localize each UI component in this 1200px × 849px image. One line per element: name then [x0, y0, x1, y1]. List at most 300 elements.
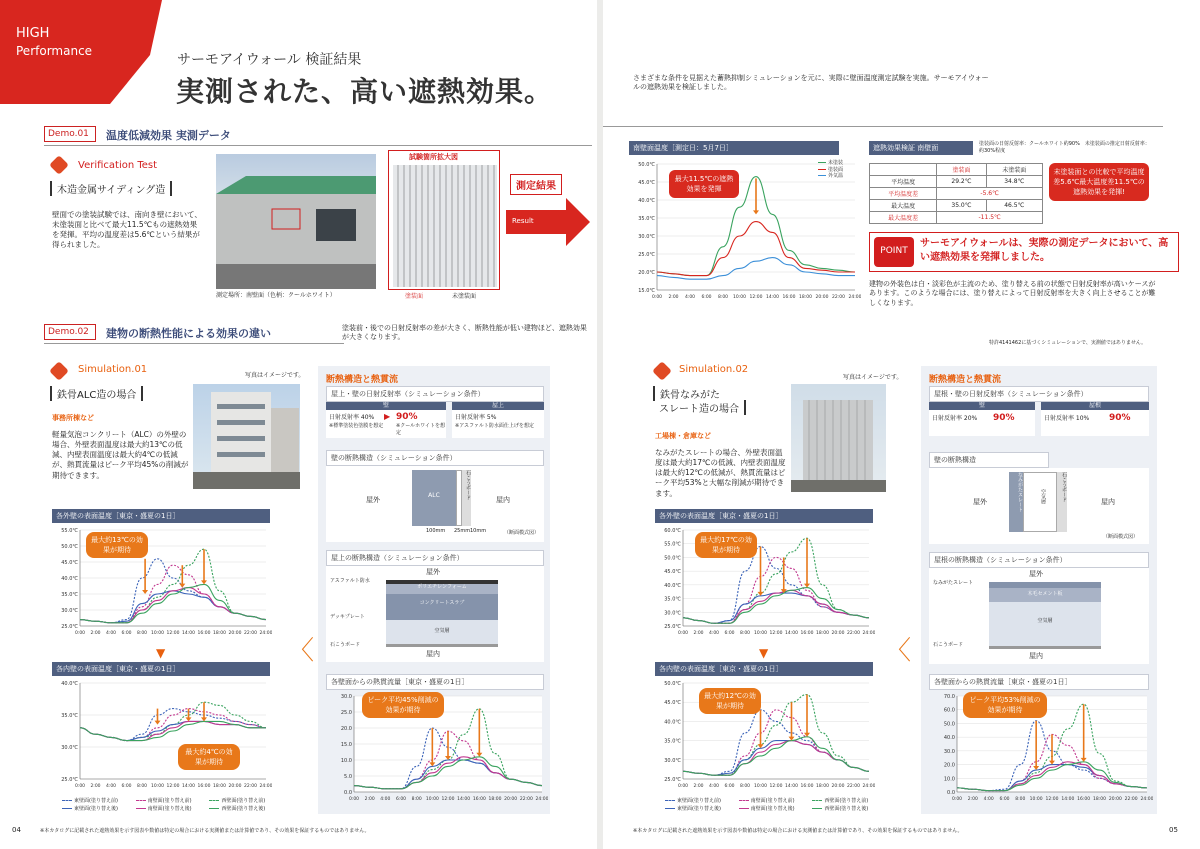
y-tick-label: 25.0℃: [61, 777, 78, 783]
dim-1: 100mm: [426, 528, 446, 534]
x-tick-label: 16:00: [782, 295, 796, 300]
x-tick-label: 8:00: [411, 797, 422, 802]
x-tick-label: 4:00: [983, 797, 994, 802]
x-tick-label: 4:00: [708, 784, 720, 789]
y-tick-label: 20.0℃: [638, 270, 655, 276]
x-tick-label: 22:00: [832, 295, 845, 300]
diagram-unit: （断面模式図）: [504, 530, 540, 536]
roof-reflect-a: 日射反射率 5%: [455, 414, 497, 421]
cement-board-layer: 木毛セメント板: [989, 588, 1101, 602]
legend-item: 西壁面(塗り替え後): [812, 806, 885, 813]
x-tick-label: 18:00: [488, 797, 502, 802]
x-tick-label: 14:00: [457, 797, 471, 802]
y-tick-label: 25.0℃: [664, 624, 681, 630]
x-tick-label: 2:00: [364, 797, 375, 802]
x-tick-label: 16:00: [800, 631, 814, 636]
roof-outside-2: 屋外: [1029, 570, 1043, 578]
table-row: [870, 212, 1043, 224]
label-asphalt: アスファルト防水: [330, 578, 370, 584]
wall-struct-diagram-2: [929, 468, 1149, 544]
x-tick-label: 0:00: [74, 784, 86, 789]
table-header-cell: 未塗装面: [986, 164, 1042, 176]
y-tick-label: 40.0℃: [664, 719, 681, 726]
roof-struct-diagram: [326, 566, 544, 662]
down-arrow-icon: ▼: [156, 646, 166, 660]
patent-note: 特許4141462に基づくシミュレーションで、実測値ではありません。: [989, 340, 1147, 346]
x-tick-label: 10:00: [754, 784, 767, 789]
x-tick-label: 16:00: [800, 784, 814, 789]
y-tick-label: 60.0: [943, 707, 955, 714]
south-wall-chart-title: 南壁面温度［測定日：5月7日］: [629, 141, 839, 155]
x-tick-label: 12:00: [441, 797, 455, 802]
hexagon-icon: [49, 361, 69, 381]
insulation-panel: [318, 366, 550, 814]
roof-reflect-box: [452, 402, 544, 438]
table-cell: 平均温度差: [870, 188, 937, 200]
dim-3: 10mm: [470, 528, 487, 534]
demo1-label: Demo.01: [44, 126, 96, 142]
chart5-callout: 最大約12℃の効果が期待: [699, 688, 761, 714]
y-tick-label: 50.0: [943, 721, 955, 728]
table-cell: 46.5℃: [986, 200, 1042, 212]
x-tick-label: 4:00: [105, 631, 117, 636]
y-tick-label: 0.0: [344, 790, 352, 796]
building-photo: [216, 154, 376, 289]
page-number-2: 05: [1169, 826, 1178, 834]
sim2-body: なみがたスレートの場合、外壁表面温度は最大約17℃の低減、内壁表面温度は最大約12℃の低減が、熱貫流量はピーク平均53%と大幅な削減が期待できます。: [655, 448, 786, 498]
x-tick-label: 0:00: [348, 797, 360, 802]
wall-inside-2: 屋内: [1101, 498, 1115, 506]
x-tick-label: 8:00: [1015, 797, 1026, 802]
chart5-title: 各内壁の表面温度［東京・盛夏の1日］: [655, 662, 873, 676]
x-tick-label: 10:00: [151, 784, 164, 789]
x-tick-label: 12:00: [769, 784, 783, 789]
x-tick-label: 12:00: [1045, 797, 1059, 802]
label-board-2: 石こうボード: [933, 642, 964, 648]
roof-board-layer-2: [989, 646, 1101, 649]
y-tick-label: 45.0℃: [638, 180, 655, 186]
reflect-header: 屋上・壁の日射反射率（シミュレーション条件）: [326, 386, 544, 402]
x-tick-label: 20:00: [228, 631, 242, 636]
y-tick-label: 30.0: [943, 748, 955, 755]
table-title: 遮熱効果検証 南壁面: [869, 141, 973, 155]
y-tick-label: 20.0: [943, 762, 955, 769]
chart-legend: [62, 798, 282, 812]
x-tick-label: 22:00: [244, 784, 257, 789]
legend-item: 南壁面(塗り替え前): [739, 798, 812, 805]
y-tick-label: 25.0℃: [61, 624, 78, 630]
use-label: 事務所棟など: [52, 414, 94, 422]
legend-item: 東壁面(塗り替え前): [665, 798, 738, 805]
x-tick-label: 6:00: [121, 631, 132, 636]
heatflow-header-2: 各壁面からの熱貫流量［東京・盛夏の1日］: [929, 674, 1149, 690]
sim1-body: 軽量気泡コンクリート（ALC）の外壁の場合、外壁表面温度は最大約13℃の低減、内壁表面温度は最大約4℃の低減が、熱貫流量はピーク平均45%の削減が期待できます。: [52, 430, 189, 480]
x-tick-label: 4:00: [684, 295, 696, 300]
y-tick-label: 35.0℃: [664, 738, 681, 745]
badge-line2: Performance: [16, 44, 93, 58]
x-tick-label: 24:00: [848, 295, 861, 300]
badge-line1: HIGH: [16, 26, 50, 41]
x-tick-label: 4:00: [105, 784, 117, 789]
x-tick-label: 14:00: [1061, 797, 1075, 802]
y-tick-label: 35.0℃: [664, 596, 681, 603]
y-tick-label: 20.0: [340, 726, 352, 732]
x-tick-label: 14:00: [766, 295, 779, 300]
table-cell: 平均温度: [870, 176, 937, 188]
y-tick-label: 70.0: [943, 694, 955, 700]
building-type-line2: スレート造の場合: [659, 400, 746, 415]
x-tick-label: 10:00: [425, 797, 439, 802]
board-layer: 石こうボード: [462, 470, 471, 526]
roof-reflect-b-2: 90%: [1109, 413, 1131, 423]
x-tick-label: 8:00: [739, 631, 751, 636]
x-tick-label: 14:00: [785, 784, 798, 789]
x-tick-label: 20:00: [504, 797, 518, 802]
chart4-title: 各外壁の表面温度［東京・盛夏の1日］: [655, 509, 873, 523]
y-tick-label: 30.0℃: [61, 608, 78, 614]
legend-item: 塗装面: [818, 167, 843, 174]
slab-layer: コンクリートスラブ: [386, 594, 498, 620]
result-text: Result: [512, 217, 534, 225]
heatflow-callout: ピーク平均45%削減の効果が期待: [362, 692, 444, 718]
legend-item: 東壁面(塗り替え前): [62, 798, 135, 805]
wall-head: 壁: [326, 402, 446, 410]
x-tick-label: 0:00: [951, 797, 963, 802]
wall-inside: 屋内: [496, 496, 510, 504]
x-tick-label: 18:00: [799, 295, 812, 300]
building-type-line1: 鉄骨なみがた: [653, 386, 720, 401]
label-slate: なみがたスレート: [933, 580, 974, 586]
roof-reflect-box-2: [1041, 402, 1149, 436]
x-tick-label: 18:00: [213, 631, 226, 636]
hexagon-icon: [652, 361, 672, 381]
wall-struct-header: 壁の断熱構造（シミュレーション条件）: [326, 450, 544, 466]
south-wall-callout: 最大11.5℃の遮熱効果を発揮: [669, 170, 739, 198]
table-cell: 34.8℃: [986, 176, 1042, 188]
right-page: [603, 0, 1200, 849]
heatflow-header: 各壁面からの熱貫流量［東京・盛夏の1日］: [326, 674, 544, 690]
y-tick-label: 25.0℃: [664, 777, 681, 783]
intro-text: さまざまな条件を見据えた蓄熱抑制シミュレーションを元に、実際に壁面温度測定試験を実施。サーモアイウォールの遮熱効果を検証しました。: [633, 74, 989, 92]
dim-2: 25mm: [454, 528, 471, 534]
pe-layer: ポリエチレンフォーム: [386, 584, 498, 594]
y-tick-label: 15.0℃: [638, 288, 655, 294]
x-tick-label: 20:00: [831, 631, 845, 636]
roof-outside: 屋外: [426, 568, 440, 576]
table-row: [870, 176, 1043, 188]
x-tick-label: 10:00: [1029, 797, 1043, 802]
y-tick-label: 45.0℃: [664, 569, 681, 576]
y-tick-label: 35.0℃: [638, 216, 655, 222]
table-callout: 未塗装面との比較で平均温度差5.6℃最大温度差11.5℃の遮熱効果を発揮!: [1049, 163, 1149, 201]
use-label-2: 工場棟・倉庫など: [655, 432, 711, 440]
wall-head-2: 壁: [929, 402, 1035, 410]
table-header-row: [870, 164, 1043, 176]
x-tick-label: 6:00: [701, 295, 712, 300]
x-tick-label: 8:00: [717, 295, 729, 300]
photo-caption: 測定場所：南壁面（色柄：クールホワイト）: [216, 292, 336, 299]
down-arrow-icon: ▼: [759, 646, 769, 660]
wall-outside: 屋外: [366, 496, 380, 504]
hexagon-icon: [49, 155, 69, 175]
zoom-title: 試験箇所拡大図: [409, 153, 458, 161]
x-tick-label: 0:00: [74, 631, 86, 636]
x-tick-label: 14:00: [182, 631, 195, 636]
table-row: [870, 200, 1043, 212]
x-tick-label: 6:00: [121, 784, 132, 789]
demo2-label: Demo.02: [44, 324, 96, 340]
x-tick-label: 22:00: [244, 631, 257, 636]
alc-building-photo: [193, 384, 300, 489]
y-tick-label: 50.0℃: [664, 681, 681, 687]
y-tick-label: 35.0℃: [61, 592, 78, 598]
chart1-callout: 最大約13℃の効果が期待: [86, 532, 148, 558]
legend-item: 南壁面(塗り替え後): [739, 806, 812, 813]
x-tick-label: 2:00: [90, 784, 101, 789]
x-tick-label: 18:00: [816, 784, 829, 789]
chart4-callout: 最大約17℃の効果が期待: [695, 532, 757, 558]
x-tick-label: 20:00: [815, 295, 829, 300]
table-cell: -11.5℃: [937, 212, 1043, 224]
image-note: 写真はイメージです。: [245, 372, 305, 379]
x-tick-label: 10:00: [733, 295, 746, 300]
roof-inside-2: 屋内: [1029, 652, 1043, 660]
image-note-2: 写真はイメージです。: [843, 374, 903, 381]
insulation-panel-2: [921, 366, 1157, 814]
chart-outer-temp-slate: [655, 522, 875, 642]
x-tick-label: 22:00: [847, 784, 860, 789]
x-tick-label: 6:00: [724, 784, 735, 789]
result-arrow-icon: [506, 198, 592, 252]
chevron-left-icon[interactable]: 〈: [885, 636, 912, 666]
x-tick-label: 10:00: [754, 631, 767, 636]
x-tick-label: 24:00: [535, 797, 548, 802]
table-note: 塗装面の日射反射率：クールホワイト約90% 未塗装面の推定日射反射率：約30%程度: [979, 141, 1150, 154]
x-tick-label: 0:00: [651, 295, 663, 300]
table-header-cell: [870, 164, 937, 176]
demo2-header: [44, 322, 344, 344]
panel-title-2: 断熱構造と熱貫流: [929, 375, 1002, 385]
y-tick-label: 45.0℃: [664, 700, 681, 707]
legend-item: 未塗装: [818, 160, 843, 167]
x-tick-label: 8:00: [136, 631, 148, 636]
x-tick-label: 24:00: [259, 784, 272, 789]
y-tick-label: 60.0℃: [664, 528, 681, 534]
wall-struct-header-2: 壁の断熱構造: [929, 452, 1049, 468]
roof-board-layer: [386, 644, 498, 647]
verification-label: Verification Test: [78, 160, 158, 171]
zoom-image: [393, 165, 497, 287]
x-tick-label: 16:00: [472, 797, 486, 802]
simulation1-label: Simulation.01: [78, 364, 148, 375]
x-tick-label: 0:00: [677, 631, 689, 636]
x-tick-label: 2:00: [967, 797, 978, 802]
chart-inner-temp-alc: [52, 675, 272, 795]
table-cell: 29.2℃: [937, 176, 986, 188]
board-layer-2: 石こうボード: [1057, 472, 1067, 532]
x-tick-label: 14:00: [182, 784, 195, 789]
wall-reflect-a: 日射反射率 40%: [329, 414, 375, 421]
demo1-title: 温度低減効果 実測データ: [106, 129, 231, 142]
legend-item: 東壁面(塗り替え後): [665, 806, 738, 813]
roof-head: 屋上: [452, 402, 544, 410]
chart2-callout: 最大約4℃の効果が期待: [178, 744, 240, 770]
point-body: 建物の外装色は白・淡彩色が主流のため、塗り替える前の状態で日射反射率が高いケースがあります。このような場合には、塗り替えによって日射反射率を大きく向上させることが難しくなります。: [869, 280, 1156, 307]
chart-inner-temp-slate: [655, 675, 875, 795]
footnote: ※本カタログに記載された遮熱効果を示す図表や数値は特定の場合における実測値または計算値であり、その効果を保証するものではありません。: [40, 828, 370, 834]
x-tick-label: 20:00: [1108, 797, 1122, 802]
y-tick-label: 40.0: [943, 735, 955, 742]
roof-struct-diagram-2: [929, 568, 1149, 664]
y-tick-label: 50.0℃: [638, 162, 655, 168]
y-tick-label: 30.0℃: [664, 757, 681, 764]
x-tick-label: 16:00: [197, 784, 211, 789]
legend-item: 西壁面(塗り替え前): [812, 798, 885, 805]
point-box: [869, 232, 1179, 272]
air-gap-layer-2: 空気層: [989, 602, 1101, 646]
x-tick-label: 6:00: [724, 631, 735, 636]
panel-title: 断熱構造と熱貫流: [326, 375, 399, 385]
reflect-header-2: 屋根・壁の日射反射率（シミュレーション条件）: [929, 386, 1149, 402]
chart2-title: 各内壁の表面温度［東京・盛夏の1日］: [52, 662, 270, 676]
y-tick-label: 55.0℃: [61, 528, 78, 534]
table-cell: 最大温度: [870, 200, 937, 212]
air-layer-2: 空気層: [1023, 472, 1057, 532]
chevron-left-icon[interactable]: 〈: [288, 636, 315, 666]
x-tick-label: 22:00: [1124, 797, 1138, 802]
painted-label: 塗装面: [405, 293, 424, 300]
simulation2-label: Simulation.02: [679, 364, 749, 375]
x-tick-label: 24:00: [862, 631, 875, 636]
demo1-body: 壁面での塗装試験では、南向き壁において、未塗装面と比べて最大11.5℃もの遮熱効果を発揮。平均の温度差は5.6℃という結果が得られました。: [52, 210, 202, 250]
south-wall-legend: [818, 160, 843, 180]
table-cell: -5.6℃: [937, 188, 1043, 200]
y-tick-label: 40.0℃: [61, 681, 78, 687]
table-row: [870, 188, 1043, 200]
divider: [603, 126, 1163, 127]
x-tick-label: 20:00: [228, 784, 242, 789]
y-tick-label: 15.0: [340, 742, 352, 748]
roof-reflect-a-note: ※アスファルト防水面仕上げを想定: [455, 423, 534, 429]
x-tick-label: 2:00: [693, 631, 704, 636]
roof-head-2: 屋根: [1041, 402, 1149, 410]
wall-outside-2: 屋外: [973, 498, 987, 506]
x-tick-label: 24:00: [259, 631, 272, 636]
x-tick-label: 6:00: [999, 797, 1010, 802]
measurement-result-label: 測定結果: [510, 174, 562, 195]
y-tick-label: 50.0℃: [61, 544, 78, 550]
wall-reflect-a-note: ※標準塗装色塗膜を想定: [329, 423, 384, 429]
slate-layer: なみがたスレート: [1009, 472, 1023, 532]
y-tick-label: 30.0℃: [638, 234, 655, 240]
legend-item: 西壁面(塗り替え前): [209, 798, 282, 805]
high-performance-badge: [0, 0, 162, 104]
label-board: 石こうボード: [330, 642, 361, 648]
y-tick-label: 40.0℃: [664, 582, 681, 589]
x-tick-label: 22:00: [847, 631, 860, 636]
point-badge: POINT: [874, 237, 914, 267]
x-tick-label: 10:00: [151, 631, 164, 636]
y-tick-label: 30.0: [340, 694, 352, 700]
x-tick-label: 24:00: [1140, 797, 1153, 802]
y-tick-label: 50.0℃: [664, 555, 681, 562]
wall-reflect-box: [326, 402, 446, 438]
wall-struct-diagram: [326, 466, 544, 542]
x-tick-label: 18:00: [1093, 797, 1106, 802]
building-type-label: 鉄骨ALC造の場合: [50, 386, 143, 401]
y-tick-label: 10.0: [943, 776, 955, 783]
x-tick-label: 8:00: [739, 784, 751, 789]
point-text: サーモアイウォールは、実際の測定データにおいて、高い遮熱効果を発揮しました。: [920, 238, 1169, 263]
x-tick-label: 20:00: [831, 784, 845, 789]
demo1-header: [44, 124, 592, 146]
wall-reflect-b-note: ※クールホワイトを想定: [396, 423, 445, 436]
demo2-note: 塗装前・後での日射反射率の差が大きく、断熱性能が低い建物ほど、遮熱効果が大きくなります。: [342, 324, 587, 342]
x-tick-label: 14:00: [785, 631, 798, 636]
y-tick-label: 5.0: [344, 774, 352, 780]
x-tick-label: 2:00: [693, 784, 704, 789]
table-header-cell: 塗装面: [937, 164, 986, 176]
structure-label: 木造金属サイディング造: [50, 181, 172, 196]
x-tick-label: 4:00: [708, 631, 720, 636]
y-tick-label: 0.0: [947, 790, 955, 796]
x-tick-label: 2:00: [668, 295, 679, 300]
x-tick-label: 8:00: [136, 784, 148, 789]
roof-struct-header: 屋上の断熱構造（シミュレーション条件）: [326, 550, 544, 566]
x-tick-label: 22:00: [519, 797, 533, 802]
chart1-title: 各外壁の表面温度［東京・盛夏の1日］: [52, 509, 270, 523]
x-tick-label: 4:00: [380, 797, 391, 802]
roof-struct-header-2: 屋根の断熱構造（シミュレーション条件）: [929, 552, 1149, 568]
x-tick-label: 12:00: [166, 631, 180, 636]
y-tick-label: 10.0: [340, 758, 352, 764]
alc-layer: ALC: [412, 470, 456, 526]
x-tick-label: 6:00: [395, 797, 407, 802]
slate-building-photo: [791, 384, 886, 492]
wall-reflect-b-2: 90%: [993, 413, 1015, 423]
heatflow-callout-2: ピーク平均53%削減の効果が期待: [963, 692, 1047, 718]
chart-legend-2: [665, 798, 885, 812]
roof-reflect-a-2: 日射反射率 10%: [1044, 415, 1090, 422]
y-tick-label: 40.0℃: [61, 576, 78, 582]
page-title: 実測された、高い遮熱効果。: [176, 75, 554, 108]
left-page: [0, 0, 597, 849]
x-tick-label: 12:00: [166, 784, 180, 789]
diagram-unit-2: （断面模式図）: [1103, 534, 1139, 540]
footnote-2: ※本カタログに記載された遮熱効果を示す図表や数値は特定の場合における実測値または計算値であり、その効果を保証するものではありません。: [633, 828, 963, 834]
y-tick-label: 40.0℃: [638, 198, 655, 204]
air-gap-layer: 空気層: [386, 620, 498, 644]
x-tick-label: 16:00: [197, 631, 211, 636]
legend-item: 南壁面(塗り替え前): [136, 798, 209, 805]
result-table: [869, 163, 1043, 224]
table-cell: 最大温度差: [870, 212, 937, 224]
wall-reflect-box-2: [929, 402, 1035, 436]
x-tick-label: 12:00: [769, 631, 783, 636]
legend-item: 南壁面(塗り替え後): [136, 806, 209, 813]
y-tick-label: 55.0℃: [664, 541, 681, 548]
wall-reflect-a-2: 日射反射率 20%: [932, 415, 978, 422]
y-tick-label: 45.0℃: [61, 560, 78, 566]
y-tick-label: 25.0℃: [638, 252, 655, 258]
wall-reflect-b: 90%: [396, 412, 418, 422]
table-cell: 35.0℃: [937, 200, 986, 212]
y-tick-label: 25.0: [340, 710, 352, 716]
legend-item: 東壁面(塗り替え後): [62, 806, 135, 813]
roof-inside: 屋内: [426, 650, 440, 658]
y-tick-label: 35.0℃: [61, 713, 78, 719]
demo2-title: 建物の断熱性能による効果の違い: [106, 327, 271, 340]
